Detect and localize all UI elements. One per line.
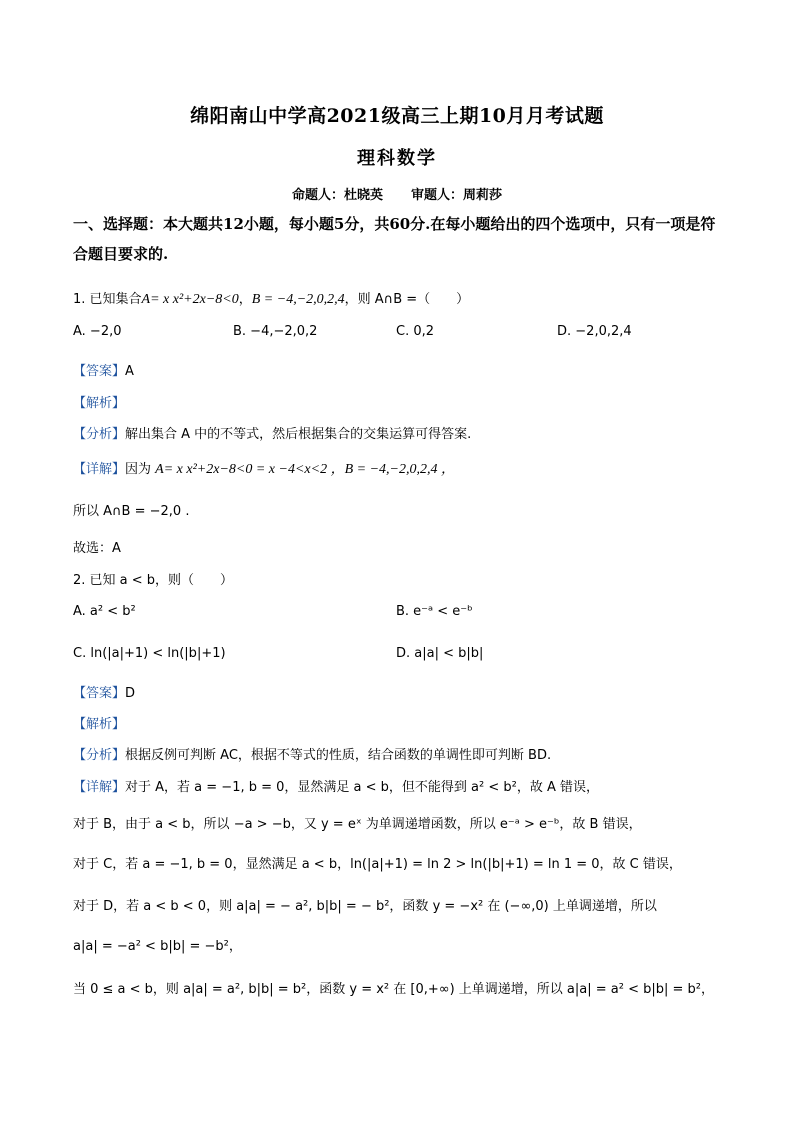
q1-set-a: A= x x²+2x−8<0 xyxy=(141,292,239,307)
q2-detail-d3: 当 0 ≤ a < b，则 a|a| = a², b|b| = b²，函数 y = x² 在 [0,+∞) 上单调递增，所以 a|a| = a² < b|b| = b²， xyxy=(73,982,714,997)
q2-option-d: D. a|a| < b|b| xyxy=(396,646,484,661)
q2-option-c: C. ln(|a|+1) < ln(|b|+1) xyxy=(73,646,226,661)
q2-fenxi: 【分析】根据反例可判断 AC，根据不等式的性质，结合函数的单调性即可判断 BD. xyxy=(73,748,552,763)
setter-label: 命题人：杜晓英 xyxy=(291,188,383,203)
q1-answer: 【答案】A xyxy=(73,364,134,379)
q1-analysis-tag: 【解析】 xyxy=(73,396,126,411)
q1-choose: 故选：A xyxy=(73,541,121,556)
section-heading: 一、选择题：本大题共12小题，每小题5分，共60分.在每小题给出的四个选项中，只有一项是符合题目要求的. xyxy=(73,215,716,263)
exam-subject: 理科数学 xyxy=(357,148,437,169)
q2-analysis-tag: 【解析】 xyxy=(73,717,126,732)
q2-detail-b: 对于 B，由于 a < b，所以 −a > −b，又 y = eˣ 为单调递增函数，所以 e⁻ᵃ > e⁻ᵇ，故 B 错误， xyxy=(73,817,642,832)
q1-option-c: C. 0,2 xyxy=(396,324,435,339)
q2-detail-a: 【详解】对于 A，若 a = −1, b = 0，显然满足 a < b，但不能得到 a² < b²，故 A 错误， xyxy=(73,780,600,795)
q1-fenxi: 【分析】解出集合 A 中的不等式，然后根据集合的交集运算可得答案. xyxy=(73,427,472,442)
q2-answer: 【答案】D xyxy=(73,686,136,701)
q2-option-b: B. e⁻ᵃ < e⁻ᵇ xyxy=(396,604,473,619)
q1-so: 所以 A∩B = −2,0 . xyxy=(73,504,190,519)
q2-stem: 2. 已知 a < b，则（ ） xyxy=(73,573,234,588)
q1-option-a: A. −2,0 xyxy=(73,324,122,339)
q2-detail-c: 对于 C，若 a = −1, b = 0，显然满足 a < b，ln(|a|+1) = ln 2 > ln(|b|+1) = ln 1 = 0，故 C 错误， xyxy=(73,857,682,872)
q1-set-b: B = −4,−2,0,2,4 xyxy=(251,292,345,307)
exam-title: 绵阳南山中学高2021级高三上期10月月考试题 xyxy=(190,105,604,127)
q2-option-a: A. a² < b² xyxy=(73,604,136,619)
authors-line xyxy=(0,184,794,203)
q1-detail: 【详解】因为 A= x x²+2x−8<0 = x −4<x<2 ，B = −4,−2,0,2,4 ， xyxy=(73,462,455,477)
q2-detail-d2: a|a| = −a² < b|b| = −b²， xyxy=(73,939,242,954)
q2-detail-d: 对于 D，若 a < b < 0，则 a|a| = − a², b|b| = − b²，函数 y = −x² 在 (−∞,0) 上单调递增，所以 xyxy=(73,899,657,914)
q1-option-b: B. −4,−2,0,2 xyxy=(233,324,318,339)
q1-stem: 1. 已知集合A= x x²+2x−8<0，B = −4,−2,0,2,4，则 A∩B =（ ） xyxy=(73,292,470,307)
q1-option-d: D. −2,0,2,4 xyxy=(557,324,632,339)
reviewer-label: 审题人：周莉莎 xyxy=(411,188,503,203)
